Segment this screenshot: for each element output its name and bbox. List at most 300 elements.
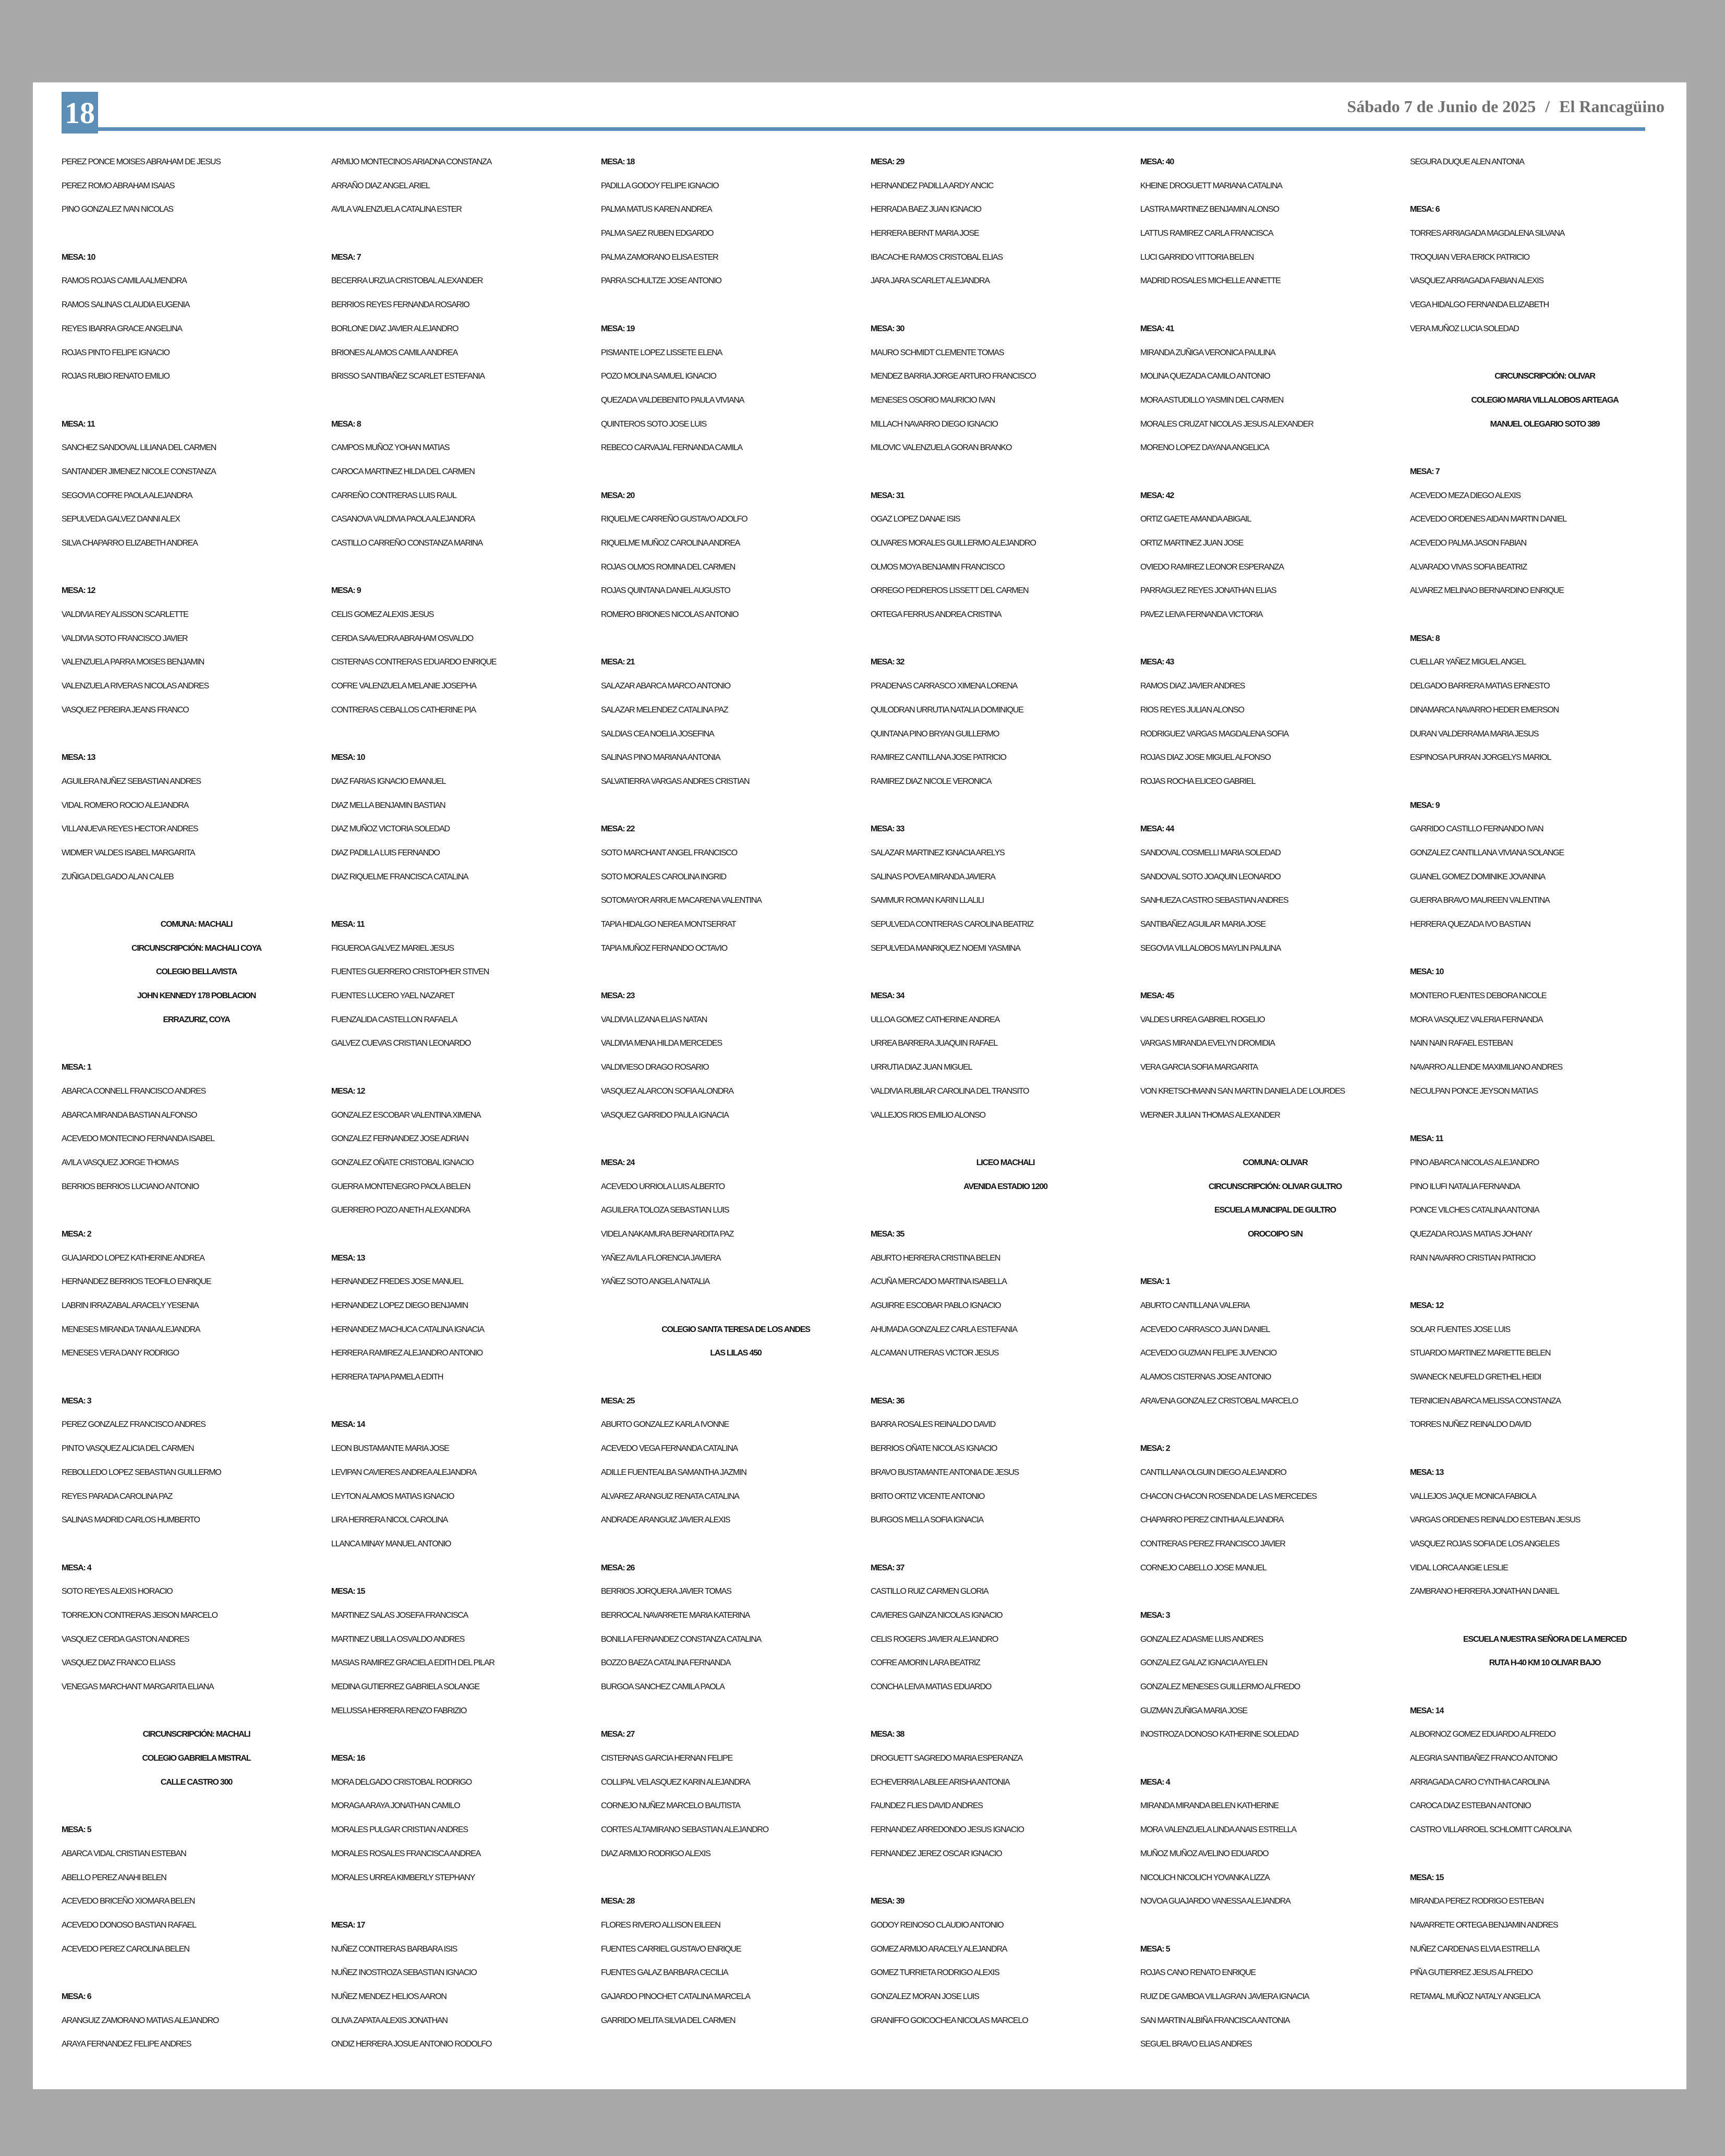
voter-name: FUENTES LUCERO YAEL NAZARET <box>331 991 454 1001</box>
voter-name: SEGOVIA VILLALOBOS MAYLIN PAULINA <box>1140 943 1281 953</box>
spacer <box>871 1127 1140 1151</box>
voter-name: RAMOS ROJAS CAMILA ALMENDRA <box>62 276 187 286</box>
voter-name: LUCI GARRIDO VITTORIA BELEN <box>1140 252 1254 262</box>
voter-name: ACEVEDO VEGA FERNANDA CATALINA <box>601 1444 738 1454</box>
spacer <box>331 222 601 246</box>
spacer <box>601 1127 871 1151</box>
voter-name: VALDES URREA GABRIEL ROGELIO <box>1140 1015 1265 1024</box>
voter-name: REYES PARADA CAROLINA PAZ <box>62 1492 173 1501</box>
voter-name: SANDOVAL SOTO JOAQUIN LEONARDO <box>1140 872 1281 881</box>
voter-name: BERRIOS BERRIOS LUCIANO ANTONIO <box>62 1182 199 1191</box>
voter-name: DIAZ PADILLA LUIS FERNANDO <box>331 848 440 857</box>
voter-name: ABURTO HERRERA CRISTINA BELEN <box>871 1253 1000 1263</box>
spacer <box>62 1961 331 1985</box>
voter-name: ROJAS QUINTANA DANIEL AUGUSTO <box>601 586 730 596</box>
page-number: 18 <box>62 92 98 134</box>
location-heading: ESCUELA MUNICIPAL DE GULTRO <box>1214 1206 1336 1215</box>
spacer <box>1140 1127 1410 1151</box>
voter-name: REYES IBARRA GRACE ANGELINA <box>62 324 182 333</box>
mesa-heading: MESA: 18 <box>601 158 635 166</box>
mesa-heading: MESA: 6 <box>1410 205 1440 214</box>
voter-name: POZO MOLINA SAMUEL IGNACIO <box>601 372 716 381</box>
voter-name: VALLEJOS JAQUE MONICA FABIOLA <box>1410 1492 1536 1501</box>
spacer <box>601 460 871 484</box>
voter-name: PEREZ ROMO ABRAHAM ISAIAS <box>62 181 175 190</box>
mesa-heading: MESA: 36 <box>871 1396 904 1406</box>
voter-name: HERNANDEZ LOPEZ DIEGO BENJAMIN <box>331 1301 468 1310</box>
voter-name: MENESES OSORIO MAURICIO IVAN <box>871 395 995 405</box>
voter-name: ROMERO BRIONES NICOLAS ANTONIO <box>601 610 739 620</box>
voter-name: REBOLLEDO LOPEZ SEBASTIAN GUILLERMO <box>62 1468 221 1477</box>
spacer <box>871 1198 1140 1222</box>
voter-name: PINTO VASQUEZ ALICIA DEL CARMEN <box>62 1444 194 1454</box>
mesa-heading: MESA: 4 <box>62 1563 91 1572</box>
voter-name: ARAYA FERNANDEZ FELIPE ANDRES <box>62 2040 191 2049</box>
voter-name: RAMIREZ DIAZ NICOLE VERONICA <box>871 777 992 786</box>
voter-name: TAPIA HIDALGO NEREA MONTSERRAT <box>601 920 736 929</box>
voter-name: FAUNDEZ FLIES DAVID ANDRES <box>871 1801 983 1811</box>
voter-name: GOMEZ TURRIETA RODRIGO ALEXIS <box>871 1968 999 1978</box>
voter-name: AGUILERA NUÑEZ SEBASTIAN ANDRES <box>62 777 201 786</box>
voter-name: LEVIPAN CAVIERES ANDREA ALEJANDRA <box>331 1468 477 1477</box>
voter-name: MELUSSA HERRERA RENZO FABRIZIO <box>331 1706 467 1715</box>
mesa-heading: MESA: 40 <box>1140 158 1174 166</box>
mesa-heading: MESA: 11 <box>331 920 365 929</box>
spacer <box>331 889 601 913</box>
spacer <box>1140 627 1410 651</box>
spacer <box>62 1365 331 1389</box>
voter-name: HERRERA RAMIREZ ALEJANDRO ANTONIO <box>331 1349 482 1358</box>
spacer <box>1410 937 1680 961</box>
mesa-heading: MESA: 11 <box>62 419 95 429</box>
voter-name: CELIS GOMEZ ALEXIS JESUS <box>331 610 434 620</box>
voter-name: GONZALEZ OÑATE CRISTOBAL IGNACIO <box>331 1158 474 1167</box>
location-heading: LAS LILAS 450 <box>710 1349 762 1358</box>
voter-name: FUENTES CARRIEL GUSTAVO ENRIQUE <box>601 1944 741 1954</box>
voter-name: KHEINE DROGUETT MARIANA CATALINA <box>1140 181 1282 190</box>
voter-name: VASQUEZ ROJAS SOFIA DE LOS ANGELES <box>1410 1539 1560 1548</box>
voter-name: MEDINA GUTIERREZ GABRIELA SOLANGE <box>331 1682 480 1691</box>
voter-name: HERRERA BERNT MARIA JOSE <box>871 229 979 238</box>
voter-name: CAVIERES GAINZA NICOLAS IGNACIO <box>871 1610 1003 1620</box>
voter-name: CERDA SAAVEDRA ABRAHAM OSVALDO <box>331 634 473 643</box>
mesa-heading: MESA: 3 <box>62 1396 91 1406</box>
spacer <box>1140 794 1410 818</box>
mesa-heading: MESA: 7 <box>331 252 361 262</box>
voter-name: DIAZ FARIAS IGNACIO EMANUEL <box>331 777 446 786</box>
voter-name: GONZALEZ GALAZ IGNACIA AYELEN <box>1140 1658 1268 1668</box>
voter-name: BERROCAL NAVARRETE MARIA KATERINA <box>601 1610 750 1620</box>
mesa-heading: MESA: 14 <box>331 1420 365 1430</box>
voter-name: PARRAGUEZ REYES JONATHAN ELIAS <box>1140 586 1276 596</box>
voter-name: MORA DELGADO CRISTOBAL RODRIGO <box>331 1777 472 1787</box>
voter-name: ORREGO PEDREROS LISSETT DEL CARMEN <box>871 586 1029 596</box>
voter-name: VALDIVIA RUBILAR CAROLINA DEL TRANSITO <box>871 1086 1029 1096</box>
mesa-heading: MESA: 13 <box>62 753 95 762</box>
location-heading: RUTA H-40 KM 10 OLIVAR BAJO <box>1489 1658 1601 1668</box>
voter-name: GARRIDO CASTILLO FERNANDO IVAN <box>1410 825 1543 834</box>
mesa-heading: MESA: 41 <box>1140 324 1174 333</box>
voter-name: RAIN NAVARRO CRISTIAN PATRICIO <box>1410 1253 1536 1263</box>
mesa-heading: MESA: 29 <box>871 158 904 166</box>
spacer <box>62 1699 331 1723</box>
voter-name: MORAGA ARAYA JONATHAN CAMILO <box>331 1801 460 1811</box>
voter-name: HERNANDEZ PADILLA ARDY ANCIC <box>871 181 994 190</box>
voter-name: ACEVEDO GUZMAN FELIPE JUVENCIO <box>1140 1349 1276 1358</box>
voter-name: FUENTES GALAZ BARBARA CECILIA <box>601 1968 728 1978</box>
voter-name: ALVARADO VIVAS SOFIA BEATRIZ <box>1410 562 1527 572</box>
voter-name: SEGUEL BRAVO ELIAS ANDRES <box>1140 2040 1252 2049</box>
voter-name: ROJAS ROCHA ELICEO GABRIEL <box>1140 777 1256 786</box>
voter-name: PEREZ PONCE MOISES ABRAHAM DE JESUS <box>62 158 221 166</box>
voter-name: URRUTIA DIAZ JUAN MIGUEL <box>871 1063 972 1072</box>
mesa-heading: MESA: 3 <box>1140 1610 1170 1620</box>
voter-name: LIRA HERRERA NICOL CAROLINA <box>331 1516 448 1525</box>
voter-name: SOTO REYES ALEXIS HORACIO <box>62 1587 173 1596</box>
mesa-heading: MESA: 30 <box>871 324 904 333</box>
voter-name: RODRIGUEZ VARGAS MAGDALENA SOFIA <box>1140 729 1289 738</box>
voter-name: LEON BUSTAMANTE MARIA JOSE <box>331 1444 449 1454</box>
spacer <box>1410 1437 1680 1461</box>
voter-name: DIAZ MELLA BENJAMIN BASTIAN <box>331 801 445 810</box>
voter-name: CAMPOS MUÑOZ YOHAN MATIAS <box>331 443 450 453</box>
spacer <box>62 722 331 746</box>
mesa-heading: MESA: 21 <box>601 658 635 667</box>
spacer <box>871 1866 1140 1890</box>
voter-name: PALMA MATUS KAREN ANDREA <box>601 205 712 214</box>
mesa-heading: MESA: 14 <box>1410 1706 1444 1715</box>
voter-name: ROJAS RUBIO RENATO EMILIO <box>62 372 170 381</box>
spacer <box>1410 1270 1680 1294</box>
location-heading: AVENIDA ESTADIO 1200 <box>963 1182 1047 1191</box>
voter-name: RETAMAL MUÑOZ NATALY ANGELICA <box>1410 1992 1540 2001</box>
voter-name: ROJAS PINTO FELIPE IGNACIO <box>62 348 170 357</box>
voter-name: CUELLAR YAÑEZ MIGUEL ANGEL <box>1410 658 1526 667</box>
voter-name: ALVAREZ MELINAO BERNARDINO ENRIQUE <box>1410 586 1564 596</box>
voter-name: GONZALEZ ADASME LUIS ANDRES <box>1140 1634 1263 1644</box>
spacer <box>331 1389 601 1413</box>
mesa-heading: MESA: 37 <box>871 1563 904 1572</box>
voter-name: DIAZ MUÑOZ VICTORIA SOLEDAD <box>331 825 450 834</box>
voter-name: MILOVIC VALENZUELA GORAN BRANKO <box>871 443 1012 453</box>
voter-name: VERA MUÑOZ LUCIA SOLEDAD <box>1410 324 1519 333</box>
voter-name: MORA VASQUEZ VALERIA FERNANDA <box>1410 1015 1543 1024</box>
mesa-heading: MESA: 4 <box>1140 1777 1170 1787</box>
spacer <box>871 627 1140 651</box>
voter-name: REBECO CARVAJAL FERNANDA CAMILA <box>601 443 743 453</box>
voter-name: SALAZAR ABARCA MARCO ANTONIO <box>601 682 730 691</box>
voter-name: CASTILLO RUIZ CARMEN GLORIA <box>871 1587 988 1596</box>
voter-name: ROJAS OLMOS ROMINA DEL CARMEN <box>601 562 735 572</box>
voter-name: MORALES ROSALES FRANCISCA ANDREA <box>331 1849 481 1858</box>
voter-name: GODOY REINOSO CLAUDIO ANTONIO <box>871 1920 1004 1930</box>
voter-name: PIÑA GUTIERREZ JESUS ALFREDO <box>1410 1968 1533 1978</box>
voter-name: YAÑEZ SOTO ANGELA NATALIA <box>601 1277 710 1287</box>
voter-name: MOLINA QUEZADA CAMILO ANTONIO <box>1140 372 1270 381</box>
voter-name: HERRERA TAPIA PAMELA EDITH <box>331 1373 443 1382</box>
mesa-heading: MESA: 35 <box>871 1229 904 1239</box>
mesa-heading: MESA: 16 <box>331 1754 365 1763</box>
voter-name: VENEGAS MARCHANT MARGARITA ELIANA <box>62 1682 214 1691</box>
voter-name: SOLAR FUENTES JOSE LUIS <box>1410 1325 1511 1334</box>
voter-name: VASQUEZ ALARCON SOFIA ALONDRA <box>601 1086 733 1096</box>
spacer <box>331 1723 601 1747</box>
voter-name: ALVAREZ ARANGUIZ RENATA CATALINA <box>601 1492 739 1501</box>
voter-name: ALBORNOZ GOMEZ EDUARDO ALFREDO <box>1410 1730 1555 1739</box>
voter-name: OVIEDO RAMIREZ LEONOR ESPERANZA <box>1140 562 1284 572</box>
voter-name: GRANIFFO GOICOCHEA NICOLAS MARCELO <box>871 2016 1028 2025</box>
voter-name: TORREJON CONTRERAS JEISON MARCELO <box>62 1610 218 1620</box>
voter-name: GUANEL GOMEZ DOMINIKE JOVANINA <box>1410 872 1546 881</box>
voter-name: CHACON CHACON ROSENDA DE LAS MERCEDES <box>1140 1492 1317 1501</box>
voter-name: GUAJARDO LOPEZ KATHERINE ANDREA <box>62 1253 204 1263</box>
spacer <box>1410 603 1680 627</box>
voter-name: VASQUEZ ARRIAGADA FABIAN ALEXIS <box>1410 276 1543 286</box>
voter-name: WERNER JULIAN THOMAS ALEXANDER <box>1140 1110 1280 1120</box>
voter-name: CANTILLANA OLGUIN DIEGO ALEJANDRO <box>1140 1468 1286 1477</box>
voter-name: NUÑEZ CARDENAS ELVIA ESTRELLA <box>1410 1944 1539 1954</box>
voter-name: BRIONES ALAMOS CAMILA ANDREA <box>331 348 458 357</box>
spacer <box>1140 293 1410 317</box>
voter-name: FERNANDEZ JEREZ OSCAR IGNACIO <box>871 1849 1002 1858</box>
voter-name: CORTES ALTAMIRANO SEBASTIAN ALEJANDRO <box>601 1825 769 1835</box>
voter-name: PINO GONZALEZ IVAN NICOLAS <box>62 205 173 214</box>
voter-name: MORENO LOPEZ DAYANA ANGELICA <box>1140 443 1269 453</box>
voter-name: SEGOVIA COFRE PAOLA ALEJANDRA <box>62 491 192 500</box>
voter-name: SEGURA DUQUE ALEN ANTONIA <box>1410 158 1524 166</box>
spacer <box>1410 174 1680 198</box>
mesa-heading: MESA: 13 <box>1410 1468 1444 1477</box>
spacer <box>331 555 601 579</box>
voter-name: MORALES URREA KIMBERLY STEPHANY <box>331 1873 475 1882</box>
mesa-heading: MESA: 17 <box>331 1920 365 1930</box>
column-6 <box>1410 150 1680 2080</box>
voter-name: MENDEZ BARRIA JORGE ARTURO FRANCISCO <box>871 372 1036 381</box>
mesa-heading: MESA: 10 <box>1410 967 1444 977</box>
voter-name: ARAVENA GONZALEZ CRISTOBAL MARCELO <box>1140 1396 1298 1406</box>
mesa-heading: MESA: 1 <box>1140 1277 1170 1287</box>
voter-name: DIAZ RIQUELME FRANCISCA CATALINA <box>331 872 468 881</box>
mesa-heading: MESA: 39 <box>871 1897 904 1906</box>
spacer <box>1410 770 1680 794</box>
mesa-heading: MESA: 10 <box>62 252 95 262</box>
spacer <box>1410 1604 1680 1628</box>
voter-name: ZUÑIGA DELGADO ALAN CALEB <box>62 872 174 881</box>
location-heading: COLEGIO GABRIELA MISTRAL <box>142 1754 251 1763</box>
column-4 <box>871 150 1140 2080</box>
header-rule <box>98 127 1645 131</box>
spacer <box>62 1794 331 1818</box>
voter-name: GUZMAN ZUÑIGA MARIA JOSE <box>1140 1706 1248 1715</box>
voter-name: YAÑEZ AVILA FLORENCIA JAVIERA <box>601 1253 721 1263</box>
mesa-heading: MESA: 34 <box>871 991 904 1001</box>
voter-name: PISMANTE LOPEZ LISSETE ELENA <box>601 348 722 357</box>
voter-name: PALMA ZAMORANO ELISA ESTER <box>601 252 718 262</box>
voter-name: GONZALEZ ESCOBAR VALENTINA XIMENA <box>331 1110 481 1120</box>
voter-name: LEYTON ALAMOS MATIAS IGNACIO <box>331 1492 454 1501</box>
voter-name: INOSTROZA DONOSO KATHERINE SOLEDAD <box>1140 1730 1298 1739</box>
voter-name: ALEGRIA SANTIBAÑEZ FRANCO ANTONIO <box>1410 1754 1557 1763</box>
voter-name: VIDAL LORCA ANGIE LESLIE <box>1410 1563 1508 1572</box>
voter-name: NUÑEZ INOSTROZA SEBASTIAN IGNACIO <box>331 1968 477 1978</box>
mesa-heading: MESA: 28 <box>601 1897 635 1906</box>
spacer <box>601 627 871 651</box>
location-heading: CIRCUNSCRIPCIÓN: MACHALI COYA <box>131 943 262 953</box>
spacer <box>601 293 871 317</box>
voter-name: PADILLA GODOY FELIPE IGNACIO <box>601 181 719 190</box>
voter-name: PARRA SCHULTZE JOSE ANTONIO <box>601 276 721 286</box>
publication-name: El Rancagüino <box>1559 97 1664 116</box>
voter-name: ACUÑA MERCADO MARTINA ISABELLA <box>871 1277 1007 1287</box>
voter-name: VON KRETSCHMANN SAN MARTIN DANIELA DE LOURDES <box>1140 1086 1345 1096</box>
spacer <box>62 1198 331 1222</box>
voter-name: VALDIVIA LIZANA ELIAS NATAN <box>601 1015 707 1024</box>
voter-name: GARRIDO MELITA SILVIA DEL CARMEN <box>601 2016 735 2025</box>
voter-name: PRADENAS CARRASCO XIMENA LORENA <box>871 682 1018 691</box>
spacer <box>871 794 1140 818</box>
voter-name: FERNANDEZ ARREDONDO JESUS IGNACIO <box>871 1825 1024 1835</box>
voter-name: MENESES VERA DANY RODRIGO <box>62 1349 179 1358</box>
voter-name: VALLEJOS RIOS EMILIO ALONSO <box>871 1110 985 1120</box>
voter-name: MAURO SCHMIDT CLEMENTE TOMAS <box>871 348 1004 357</box>
spacer <box>1140 1246 1410 1270</box>
voter-name: GONZALEZ FERNANDEZ JOSE ADRIAN <box>331 1134 468 1144</box>
mesa-heading: MESA: 12 <box>1410 1301 1444 1310</box>
mesa-heading: MESA: 27 <box>601 1730 635 1739</box>
voter-name: ALAMOS CISTERNAS JOSE ANTONIO <box>1140 1373 1271 1382</box>
voter-name: SOTOMAYOR ARRUE MACARENA VALENTINA <box>601 896 762 905</box>
voter-name: ORTIZ MARTINEZ JUAN JOSE <box>1140 539 1244 548</box>
voter-name: BRAVO BUSTAMANTE ANTONIA DE JESUS <box>871 1468 1019 1477</box>
voter-name: RAMOS DIAZ JAVIER ANDRES <box>1140 682 1245 691</box>
voter-name: TERNICIEN ABARCA MELISSA CONSTANZA <box>1410 1396 1561 1406</box>
voter-name: SALVATIERRA VARGAS ANDRES CRISTIAN <box>601 777 750 786</box>
voter-name: PAVEZ LEIVA FERNANDA VICTORIA <box>1140 610 1263 620</box>
voter-name: BRITO ORTIZ VICENTE ANTONIO <box>871 1492 985 1501</box>
voter-name: CASANOVA VALDIVIA PAOLA ALEJANDRA <box>331 515 475 524</box>
voter-name: VALDIVIESO DRAGO ROSARIO <box>601 1063 709 1072</box>
voter-name: OLMOS MOYA BENJAMIN FRANCISCO <box>871 562 1005 572</box>
mesa-heading: MESA: 2 <box>1140 1444 1170 1454</box>
voter-name: MORA ASTUDILLO YASMIN DEL CARMEN <box>1140 395 1284 405</box>
voter-name: ARANGUIZ ZAMORANO MATIAS ALEJANDRO <box>62 2016 219 2025</box>
voter-name: SEPULVEDA MANRIQUEZ NOEMI YASMINA <box>871 943 1020 953</box>
voter-name: ORTIZ GAETE AMANDA ABIGAIL <box>1140 515 1251 524</box>
voter-name: MENESES MIRANDA TANIA ALEJANDRA <box>62 1325 200 1334</box>
spacer <box>331 1556 601 1580</box>
voter-name: ROJAS CANO RENATO ENRIQUE <box>1140 1968 1256 1978</box>
voter-name: HERRADA BAEZ JUAN IGNACIO <box>871 205 981 214</box>
mesa-heading: MESA: 9 <box>1410 801 1440 810</box>
voter-name: MIRANDA ZUÑIGA VERONICA PAULINA <box>1140 348 1275 357</box>
voter-name: HERNANDEZ BERRIOS TEOFILO ENRIQUE <box>62 1277 211 1287</box>
voter-name: PALMA SAEZ RUBEN EDGARDO <box>601 229 714 238</box>
voter-name: VALENZUELA RIVERAS NICOLAS ANDRES <box>62 682 209 691</box>
voter-name: ABARCA CONNELL FRANCISCO ANDRES <box>62 1086 206 1096</box>
voter-name: BERRIOS REYES FERNANDA ROSARIO <box>331 300 469 310</box>
voter-name: SOTO MORALES CAROLINA INGRID <box>601 872 726 881</box>
voter-name: LLANCA MINAY MANUEL ANTONIO <box>331 1539 451 1548</box>
voter-name: CHAPARRO PEREZ CINTHIA ALEJANDRA <box>1140 1516 1284 1525</box>
location-heading: LICEO MACHALI <box>976 1158 1035 1167</box>
voter-name: COLLIPAL VELASQUEZ KARIN ALEJANDRA <box>601 1777 750 1787</box>
spacer <box>601 1532 871 1556</box>
voter-name: HERRERA QUEZADA IVO BASTIAN <box>1410 920 1530 929</box>
voter-name: AVILA VASQUEZ JORGE THOMAS <box>62 1158 178 1167</box>
voter-name: CORNEJO CABELLO JOSE MANUEL <box>1140 1563 1266 1572</box>
mesa-heading: MESA: 7 <box>1410 467 1440 476</box>
spacer <box>1410 436 1680 460</box>
voter-name: VERA GARCIA SOFIA MARGARITA <box>1140 1063 1258 1072</box>
spacer <box>331 1222 601 1246</box>
voter-name: MIRANDA PEREZ RODRIGO ESTEBAN <box>1410 1897 1543 1906</box>
voter-name: MORA VALENZUELA LINDA ANAIS ESTRELLA <box>1140 1825 1296 1835</box>
voter-name: PONCE VILCHES CATALINA ANTONIA <box>1410 1206 1539 1215</box>
location-heading: ERRAZURIZ, COYA <box>163 1015 230 1024</box>
location-heading: ESCUELA NUESTRA SEÑORA DE LA MERCED <box>1463 1634 1626 1644</box>
spacer <box>871 1532 1140 1556</box>
voter-name: ABURTO CANTILLANA VALERIA <box>1140 1301 1250 1310</box>
spacer <box>871 460 1140 484</box>
spacer <box>1410 1675 1680 1699</box>
voter-name: CAROCA DIAZ ESTEBAN ANTONIO <box>1410 1801 1531 1811</box>
voter-name: BOZZO BAEZA CATALINA FERNANDA <box>601 1658 731 1668</box>
spacer <box>1410 1842 1680 1866</box>
voter-name: ACEVEDO BRICEÑO XIOMARA BELEN <box>62 1897 195 1906</box>
spacer <box>62 389 331 413</box>
voter-name: PINO ILUFI NATALIA FERNANDA <box>1410 1182 1520 1191</box>
location-heading: COLEGIO BELLAVISTA <box>156 967 237 977</box>
mesa-heading: MESA: 9 <box>331 586 361 596</box>
voter-name: VIDAL ROMERO ROCIO ALEJANDRA <box>62 801 189 810</box>
voter-name: RIQUELME CARREÑO GUSTAVO ADOLFO <box>601 515 747 524</box>
voter-name: VALDIVIA REY ALISSON SCARLETTE <box>62 610 188 620</box>
voter-name: RIQUELME MUÑOZ CAROLINA ANDREA <box>601 539 740 548</box>
voter-name: SANTANDER JIMENEZ NICOLE CONSTANZA <box>62 467 216 476</box>
location-heading: COLEGIO SANTA TERESA DE LOS ANDES <box>661 1325 810 1334</box>
voter-name: BARRA ROSALES REINALDO DAVID <box>871 1420 996 1430</box>
voter-name: SAMMUR ROMAN KARIN LLALILI <box>871 896 984 905</box>
voter-name: GALVEZ CUEVAS CRISTIAN LEONARDO <box>331 1039 471 1048</box>
voter-name: VARGAS MIRANDA EVELYN DROMIDIA <box>1140 1039 1275 1048</box>
column-5 <box>1140 150 1410 2080</box>
voter-name: FUENTES GUERRERO CRISTOPHER STIVEN <box>331 967 489 977</box>
voter-name: ARMIJO MONTECINOS ARIADNA CONSTANZA <box>331 158 492 166</box>
voter-name: RAMIREZ CANTILLANA JOSE PATRICIO <box>871 753 1006 762</box>
location-heading: JOHN KENNEDY 178 POBLACION <box>137 991 256 1001</box>
voter-name: AHUMADA GONZALEZ CARLA ESTEFANIA <box>871 1325 1017 1334</box>
voter-name: BERRIOS OÑATE NICOLAS IGNACIO <box>871 1444 997 1454</box>
voter-name: VALDIVIA SOTO FRANCISCO JAVIER <box>62 634 188 643</box>
spacer <box>1140 1580 1410 1604</box>
spacer <box>601 960 871 984</box>
voter-name: VEGA HIDALGO FERNANDA ELIZABETH <box>1410 300 1549 310</box>
voter-name: CARREÑO CONTRERAS LUIS RAUL <box>331 491 456 500</box>
voter-name: SANDOVAL COSMELLI MARIA SOLEDAD <box>1140 848 1281 857</box>
voter-name: MILLACH NAVARRO DIEGO IGNACIO <box>871 419 998 429</box>
voter-name: VALDIVIA MENA HILDA MERCEDES <box>601 1039 722 1048</box>
voter-name: ACEVEDO ORDENES AIDAN MARTIN DANIEL <box>1410 515 1567 524</box>
voter-name: GUERRA BRAVO MAUREEN VALENTINA <box>1410 896 1550 905</box>
voter-name: ONDIZ HERRERA JOSUE ANTONIO RODOLFO <box>331 2040 492 2049</box>
voter-name: COFRE AMORIN LARA BEATRIZ <box>871 1658 980 1668</box>
voter-name: AGUILERA TOLOZA SEBASTIAN LUIS <box>601 1206 729 1215</box>
voter-name: SANHUEZA CASTRO SEBASTIAN ANDRES <box>1140 896 1288 905</box>
voter-name: CONTRERAS PEREZ FRANCISCO JAVIER <box>1140 1539 1285 1548</box>
voter-name: BORLONE DIAZ JAVIER ALEJANDRO <box>331 324 459 333</box>
spacer <box>1140 1913 1410 1937</box>
voter-name: QUEZADA VALDEBENITO PAULA VIVIANA <box>601 395 744 405</box>
